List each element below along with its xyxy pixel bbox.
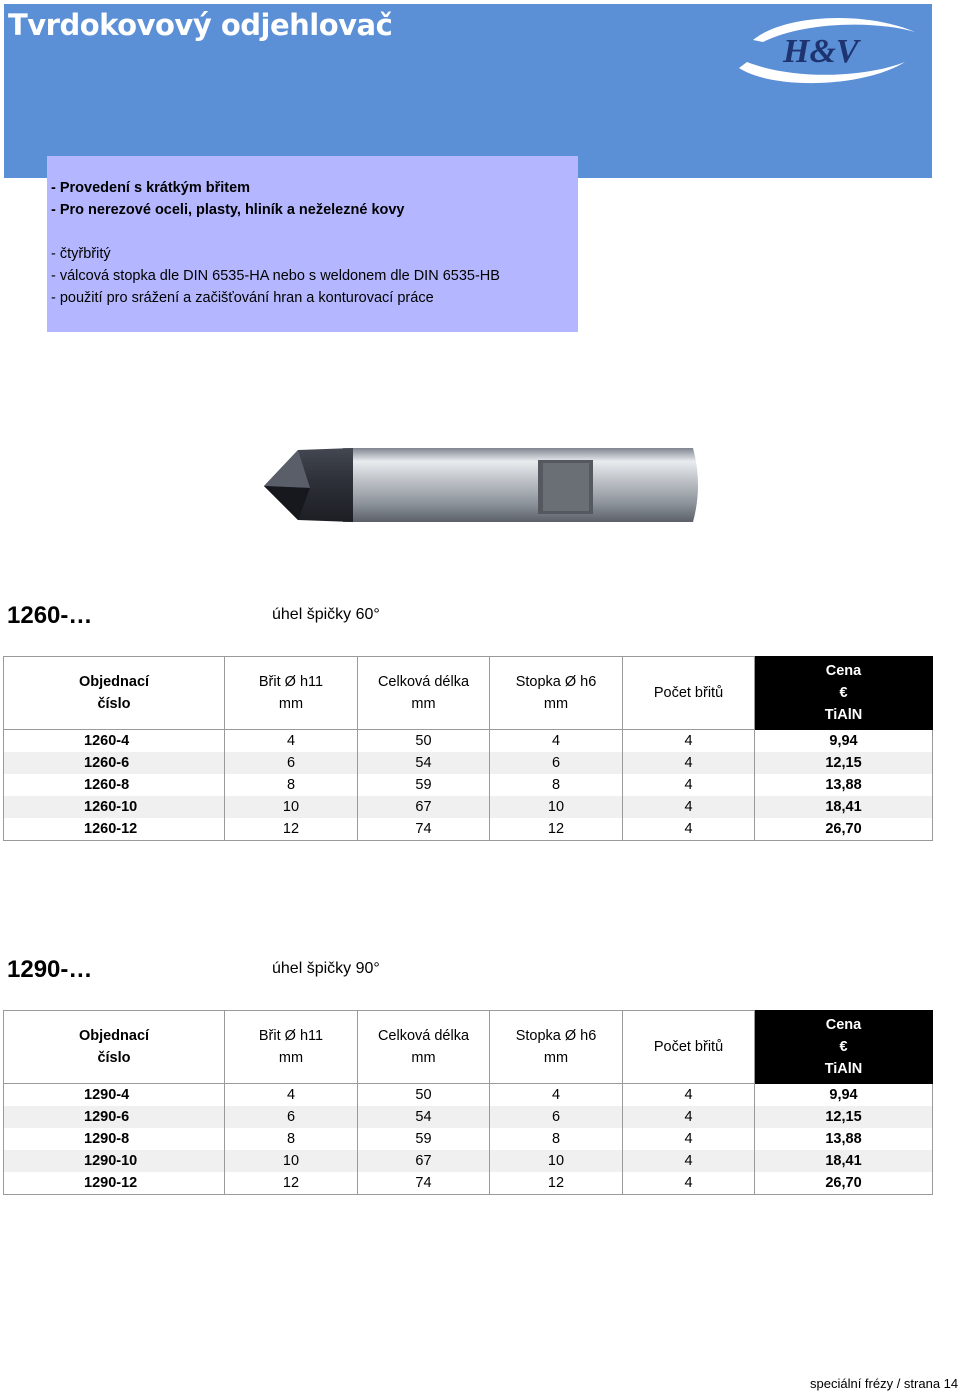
feature-line: - použití pro srážení a začišťování hran a konturovací práce	[51, 290, 434, 306]
cell: 4	[225, 1084, 358, 1107]
cell: 12	[225, 818, 358, 841]
price-cell: 26,70	[755, 818, 933, 841]
cell: 59	[358, 1128, 490, 1150]
cell: 8	[225, 1128, 358, 1150]
col-flute-count: Počet břitů	[623, 1011, 755, 1084]
order-number-cell: 1260-8	[4, 774, 225, 796]
cell: 10	[225, 796, 358, 818]
order-number-cell: 1290-6	[4, 1106, 225, 1128]
cell: 4	[623, 796, 755, 818]
order-number-cell: 1260-6	[4, 752, 225, 774]
col-shank-diameter: Stopka Ø h6 mm	[490, 657, 623, 730]
cell: 10	[490, 1150, 623, 1172]
price-cell: 13,88	[755, 774, 933, 796]
tip-angle: úhel špičky 60°	[272, 606, 380, 623]
table-row	[4, 752, 933, 774]
product-table	[3, 656, 933, 841]
feature-line: - Pro nerezové oceli, plasty, hliník a neželezné kovy	[51, 202, 405, 218]
cell: 4	[623, 752, 755, 774]
price-cell: 26,70	[755, 1172, 933, 1195]
table-row	[4, 818, 933, 841]
col-price: Cena € TiAlN	[755, 657, 933, 730]
cell: 12	[490, 1172, 623, 1195]
table-row	[4, 1106, 933, 1128]
cell: 8	[490, 774, 623, 796]
cell: 6	[490, 1106, 623, 1128]
cell: 59	[358, 774, 490, 796]
col-cutting-diameter: Břit Ø h11 mm	[225, 1011, 358, 1084]
price-cell: 9,94	[755, 1084, 933, 1107]
cell: 4	[490, 1084, 623, 1107]
cell: 12	[490, 818, 623, 841]
deburring-tool-image	[258, 440, 708, 530]
order-number-cell: 1260-4	[4, 730, 225, 753]
page-footer: speciální frézy / strana 14	[810, 1376, 959, 1391]
product-table	[3, 1010, 933, 1195]
series-code: 1290-…	[7, 956, 93, 983]
cell: 4	[623, 730, 755, 753]
order-number-cell: 1260-10	[4, 796, 225, 818]
feature-box	[47, 156, 578, 332]
table-row	[4, 1150, 933, 1172]
order-number-cell: 1260-12	[4, 818, 225, 841]
hv-logo	[733, 10, 918, 86]
col-total-length: Celková délka mm	[358, 657, 490, 730]
cell: 4	[490, 730, 623, 753]
cell: 50	[358, 1084, 490, 1107]
order-number-cell: 1290-10	[4, 1150, 225, 1172]
cell: 50	[358, 730, 490, 753]
col-total-length: Celková délka mm	[358, 1011, 490, 1084]
cell: 6	[490, 752, 623, 774]
price-cell: 18,41	[755, 796, 933, 818]
cell: 4	[623, 1106, 755, 1128]
cell: 4	[623, 818, 755, 841]
col-cutting-diameter: Břit Ø h11 mm	[225, 657, 358, 730]
cell: 54	[358, 752, 490, 774]
cell: 10	[225, 1150, 358, 1172]
price-cell: 9,94	[755, 730, 933, 753]
cell: 4	[623, 1150, 755, 1172]
series-code: 1260-…	[7, 602, 93, 629]
cell: 6	[225, 752, 358, 774]
page-title: Tvrdokovový odjehlovač	[8, 8, 393, 42]
feature-line: - válcová stopka dle DIN 6535-HA nebo s weldonem dle DIN 6535-HB	[51, 268, 500, 284]
order-number-cell: 1290-4	[4, 1084, 225, 1107]
cell: 12	[225, 1172, 358, 1195]
feature-line: - čtyřbřitý	[51, 246, 111, 262]
cell: 10	[490, 796, 623, 818]
logo-text: H&V	[783, 33, 859, 70]
cell: 4	[623, 1128, 755, 1150]
cell: 4	[623, 774, 755, 796]
cell: 4	[623, 1172, 755, 1195]
table-row	[4, 1084, 933, 1107]
table-row	[4, 1128, 933, 1150]
order-number-cell: 1290-8	[4, 1128, 225, 1150]
price-cell: 18,41	[755, 1150, 933, 1172]
cell: 54	[358, 1106, 490, 1128]
cell: 4	[225, 730, 358, 753]
col-shank-diameter: Stopka Ø h6 mm	[490, 1011, 623, 1084]
price-cell: 13,88	[755, 1128, 933, 1150]
col-order-number: Objednací číslo	[4, 1011, 225, 1084]
cell: 74	[358, 818, 490, 841]
col-flute-count: Počet břitů	[623, 657, 755, 730]
table-row	[4, 774, 933, 796]
table-row	[4, 796, 933, 818]
col-price: Cena € TiAlN	[755, 1011, 933, 1084]
col-order-number: Objednací číslo	[4, 657, 225, 730]
cell: 74	[358, 1172, 490, 1195]
price-cell: 12,15	[755, 1106, 933, 1128]
cell: 8	[225, 774, 358, 796]
price-cell: 12,15	[755, 752, 933, 774]
feature-line: - Provedení s krátkým břitem	[51, 180, 251, 196]
table-row	[4, 1172, 933, 1195]
cell: 67	[358, 796, 490, 818]
cell: 6	[225, 1106, 358, 1128]
tip-angle: úhel špičky 90°	[272, 960, 380, 977]
cell: 4	[623, 1084, 755, 1107]
order-number-cell: 1290-12	[4, 1172, 225, 1195]
table-row	[4, 730, 933, 753]
cell: 8	[490, 1128, 623, 1150]
cell: 67	[358, 1150, 490, 1172]
